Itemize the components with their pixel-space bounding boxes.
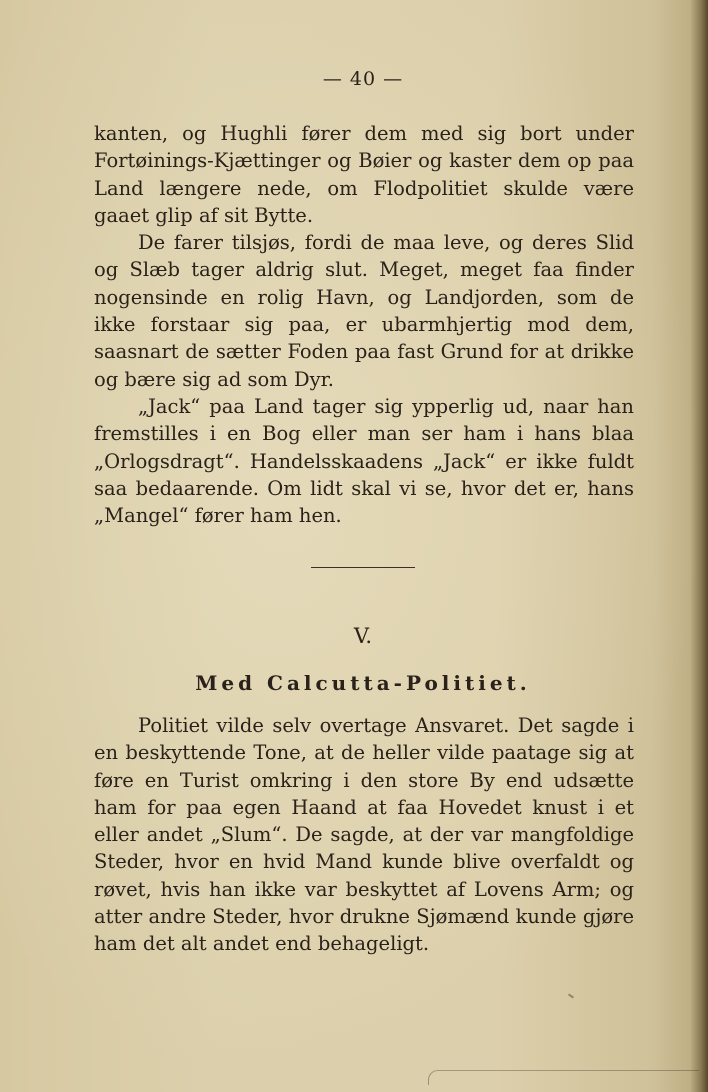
chapter-title: Med Calcutta-Politiet. (195, 671, 531, 695)
page-edge-mark (428, 1070, 699, 1085)
chapter-number: V. (353, 624, 373, 648)
paragraph: kanten, og Hughli fører dem med sig bort under Fortøinings-Kjættinger og Bøier og kaster dem op paa Land længere nede, om Flodpolitiet skulde være gaaet glip af sit Bytte. (94, 122, 634, 227)
section-divider (311, 567, 415, 568)
text-block-top (94, 120, 634, 529)
spine-shadow (690, 0, 708, 1092)
paper-speck (568, 993, 574, 998)
paragraph: Politiet vilde selv overtage Ansvaret. Det sagde i en beskyttende Tone, at de heller vilde paatage sig at føre en Turist omkring i den store By end udsætte ham for paa egen Haand at faa Hovedet knust i et eller andet „Slum“. De sagde, at der var mangfoldige Steder, hvor en hvid Mand kunde blive overfaldt og røvet, hvis han ikke var beskyttet af Lovens Arm; og atter andre Steder, hvor drukne Sjømænd kunde gjøre ham det alt andet end behageligt. (94, 714, 634, 956)
page-number: — 40 — (322, 68, 404, 90)
text-block-bottom (94, 712, 634, 958)
paragraph: De farer tilsjøs, fordi de maa leve, og deres Slid og Slæb tager aldrig slut. Meget, meget faa finder nogensinde en rolig Havn, og Landjorden, som de ikke forstaar sig paa, er ubarmhjertig mod dem, saasnart de sætter Foden paa fast Grund for at drikke og bære sig ad som Dyr. (94, 231, 634, 391)
paragraph: „Jack“ paa Land tager sig ypperlig ud, naar han fremstilles i en Bog eller man ser ham i hans blaa „Orlogsdragt“. Handelsskaadens „Jack“ er ikke fuldt saa bedaarende. Om lidt skal vi se, hvor det er, hans „Mangel“ fører ham hen. (94, 394, 634, 528)
